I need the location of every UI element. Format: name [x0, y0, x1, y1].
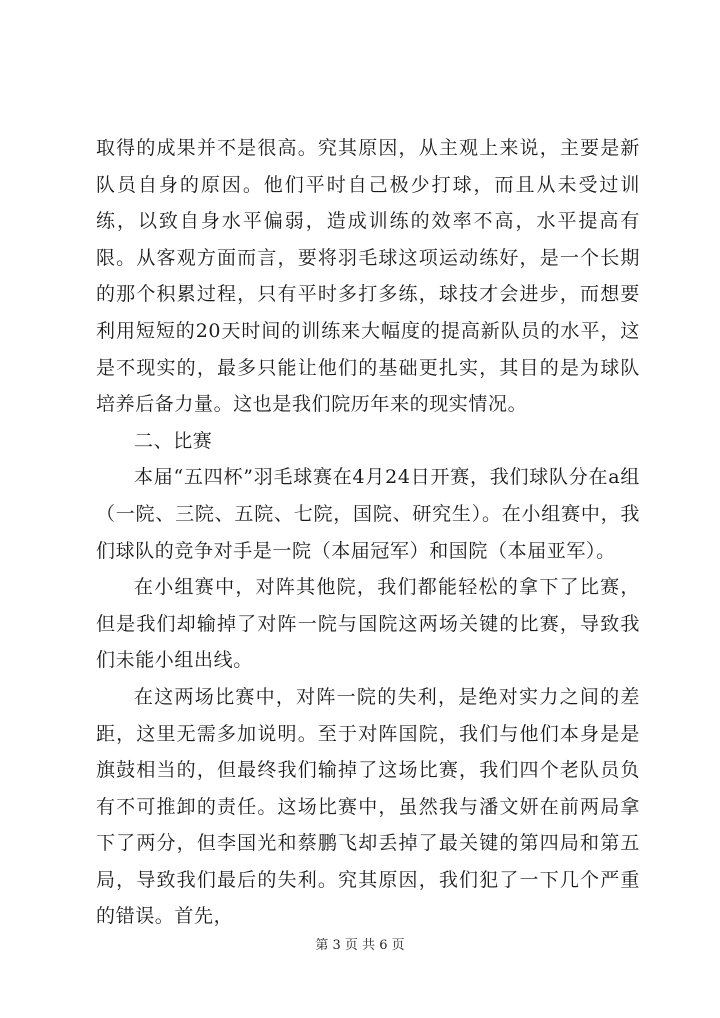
page-footer: 第 3 页 共 6 页 — [315, 938, 405, 953]
section-heading-competition: 二、比赛 — [134, 429, 213, 452]
document-body — [96, 130, 640, 935]
paragraph-training-results: 取得的成果并不是很高。究其原因，从主观上来说，主要是新队员自身的原因。他们平时自己极少打球，而且从未受过训练，以致自身水平偏弱，造成训练的效率不高，水平提高有限。从客观方面而言，要将羽毛球这项运动练好，是一个长期的那个积累过程，只有平时多打多练，球技才会进步，而想要利用短短的20天时间的训练来大幅度的提高新队员的水平，这是不现实的，最多只能让他们的基础更扎实，其目的是为球队培养后备力量。这也是我们院历年来的现实情况。 — [96, 137, 640, 416]
paragraph-match-analysis: 在这两场比赛中，对阵一院的失利，是绝对实力之间的差距，这里无需多加说明。至于对阵国院，我们与他们本身是是旗鼓相当的，但最终我们输掉了这场比赛，我们四个老队员负有不可推卸的责任。这场比赛中，虽然我与潘文妍在前两局拿下了两分，但李国光和蔡鹏飞却丢掉了最关键的第四局和第五局，导致我们最后的失利。究其原因，我们犯了一下几个严重的错误。首先， — [96, 685, 640, 928]
paragraph-group-stage: 在小组赛中，对阵其他院，我们都能轻松的拿下了比赛，但是我们却输掉了对阵一院与国院这两场关键的比赛，导致我们未能小组出线。 — [96, 576, 640, 672]
paragraph-tournament-groups: 本届“五四杯”羽毛球赛在4月24日开赛，我们球队分在a组（一院、三院、五院、七院，国院、研究生）。在小组赛中，我们球队的竞争对手是一院（本届冠军）和国院（本届亚军）。 — [96, 466, 640, 562]
